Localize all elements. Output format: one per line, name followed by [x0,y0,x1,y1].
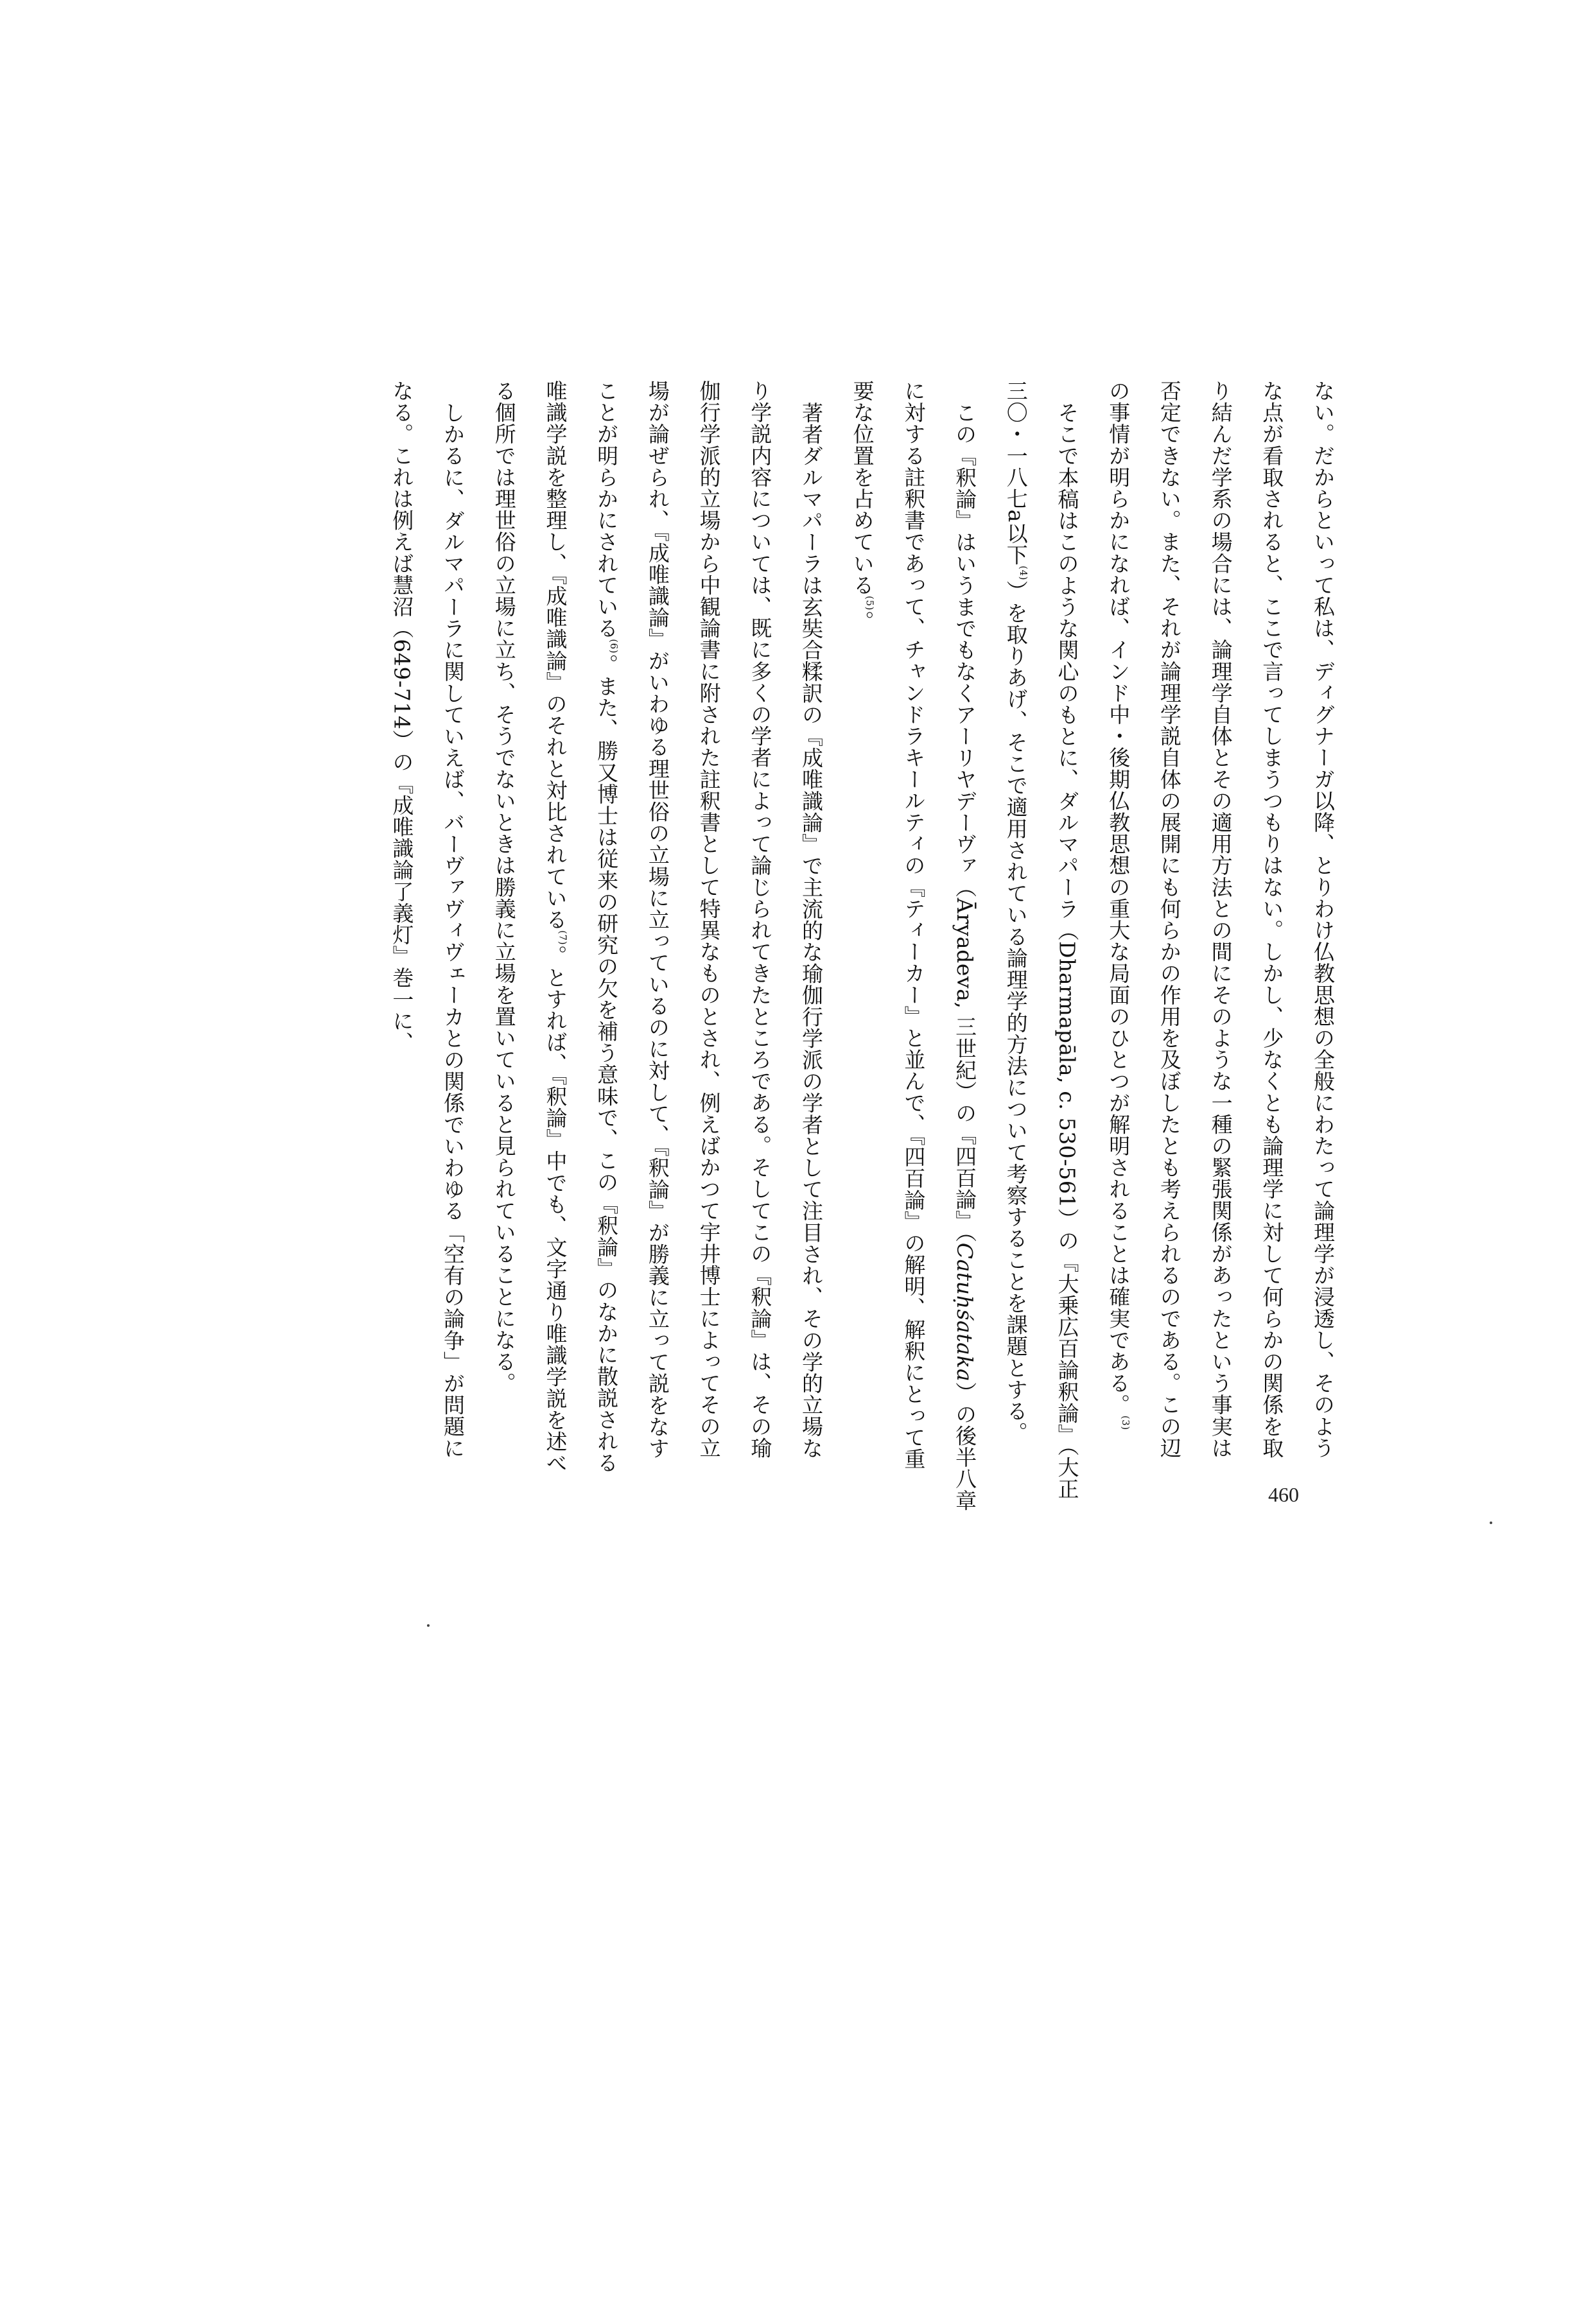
italic-title: Catuḥśataka [952,1242,978,1382]
line-text: しかるに、ダルマパーラに関していえば、バーヴァヴィヴェーカとの関係でいわゆる「空有の論争」が問題に [440,402,466,1459]
line-text: り結んだ学系の場合には、論理学自体とその適用方法との間にそのような一種の緊張関係があったという事実は [1208,380,1233,1459]
footnote-ref-4: (4) [1017,566,1029,581]
page-number: 460 [1268,1483,1299,1506]
line-text: ことが明らかにされている [594,380,620,639]
text-line [1195,380,1246,1471]
scan-speck [427,1624,430,1627]
line-text: る個所では理世俗の立場に立ち、そうでないときは勝義に立場を置いていると見られていることになる。 [491,380,517,1394]
line-text: 。 [850,611,875,632]
line-text: この『釈論』はいうまでもなくアーリヤデーヴァ（Āryadeva, 三世紀）の『四百論』（ [952,402,978,1243]
text-line [478,380,530,1471]
line-text: な点が看取されると、ここで言ってしまうつもりはない。しかし、少なくとも論理学に対して何らかの関係を取 [1259,380,1285,1459]
line-text: ）を取りあげ、そこで適用されている論理学的方法について考察することを課題とする。 [1003,580,1029,1444]
line-text: 著者ダルマパーラは玄奘合糅訳の『成唯識論』で主流的な瑜伽行学派の学者として注目され、その学的立場な [798,402,824,1459]
line-text: の事情が明らかになれば、インド中・後期仏教思想の重大な局面のひとつが解明されることは確実である。 [1106,380,1131,1416]
text-line [785,380,837,1471]
line-text: ない。だからといって私は、ディグナーガ以降、とりわけ仏教思想の全般にわたって論理学が浸透し、そのよう [1311,380,1336,1459]
footnote-ref-3: (3) [1120,1415,1132,1430]
text-line [683,380,735,1471]
line-text: 要な位置を占めている [850,380,875,596]
text-line [1092,380,1144,1471]
text-line [939,380,990,1511]
text-line [427,380,478,1471]
text-line [632,380,683,1471]
line-text: なる。これは例えば慧沼（649-714）の『成唯識論了義灯』巻一に、 [389,380,415,1054]
line-text: 伽行学派的立場から中観論書に附された註釈書として特異なものとされ、例えばかつて宇井博士によってその立 [696,380,722,1459]
text-line [530,380,581,1474]
text-line [1144,380,1195,1471]
line-text: 。とすれば、『釈論』中でも、文字通り唯識学説を述べ [543,945,568,1474]
text-line [888,380,939,1471]
text-line [580,380,632,1474]
scan-speck [1490,1522,1492,1524]
line-text: そこで本稿はこのような関心のもとに、ダルマパーラ（Dharmapāla, c. 530-561）の『大乗広百論釈論』（大正 [1054,402,1080,1500]
footnote-ref-5: (5) [864,596,876,611]
line-text: ）の後半八章 [952,1382,978,1511]
line-text: 。また、勝又博士は従来の研究の欠を補う意味で、この『釈論』のなかに散説される [594,654,620,1474]
text-line [1246,380,1298,1471]
text-line [376,380,428,1471]
line-text: 否定できない。また、それが論理学説自体の展開にも何らかの作用を及ぼしたとも考えられるのである。この辺 [1156,380,1182,1459]
line-text: 場が論ぜられ、『成唯識論』がいわゆる理世俗の立場に立っているのに対して、『釈論』が勝義に立って説をなす [645,380,670,1459]
footnote-ref-7: (7) [557,930,569,946]
text-line [1041,380,1093,1500]
line-text: に対する註釈書であって、チャンドラキールティの『ティーカー』と並んで、『四百論』の解明、解釈にとって重 [901,380,927,1470]
text-line [837,380,888,1471]
text-line [990,380,1041,1471]
text-line [1297,380,1348,1471]
text-line [735,380,786,1471]
line-text: り学説内容については、既に多くの学者によって論じられてきたところである。そしてこの『釈論』は、その瑜 [747,380,773,1459]
line-text: 三〇・一八七a以下 [1003,380,1029,566]
footnote-ref-6: (6) [608,639,620,654]
line-text: 唯識学説を整理し、『成唯識論』のそれと対比されている [543,380,568,931]
